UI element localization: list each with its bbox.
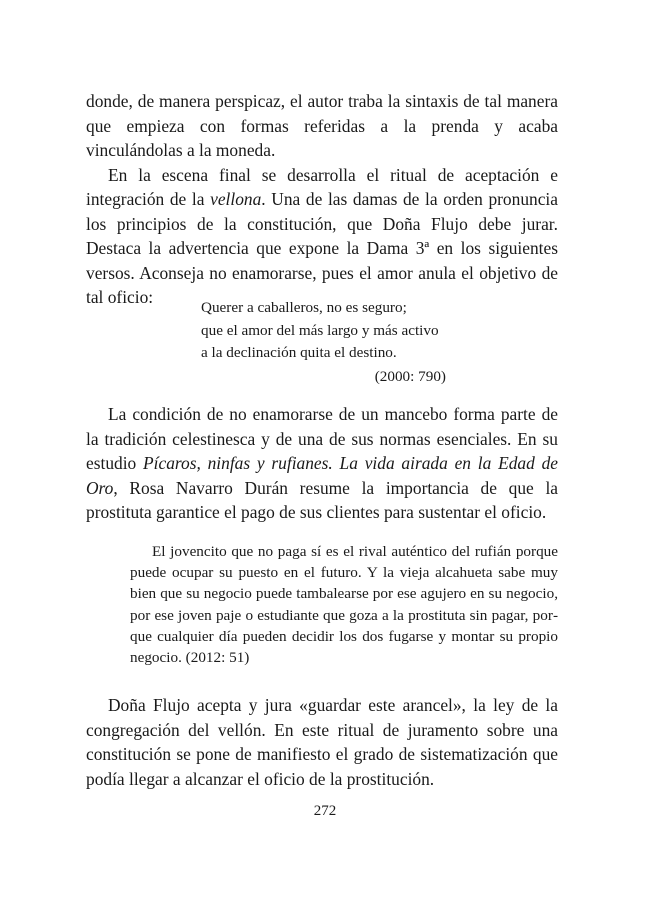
paragraph-oath: Doña Flujo acepta y jura «guardar este arancel», la ley de la congregación del vellón. En este ritual de juramento sobre una constitución se pone de manifiesto el grado de sistematización que podía llegar a alcanzar el oficio de la prostitución. [86, 695, 558, 789]
paragraph-tradition [86, 402, 558, 525]
main-text-top [86, 89, 558, 310]
verse-line: a la declinación quita el destino. [201, 344, 397, 361]
paragraph-ritual [86, 163, 558, 310]
verse-line: que el amor del más largo y más activo [201, 321, 439, 339]
page-number: 272 [313, 803, 337, 819]
main-text-bottom [86, 693, 558, 791]
paragraph-3-italic-title: Pícaros, ninfas y rufianes. La vida airada en la Edad de Oro [86, 453, 558, 498]
paragraph-1-text: donde, de manera perspicaz, el autor traba la sintaxis de tal manera que empieza con formas referidas a la prenda y acaba vinculándolas a la moneda. [86, 91, 558, 160]
paragraph-continuation [86, 89, 558, 163]
verse-line: Querer a caballeros, no es seguro; [201, 299, 407, 316]
paragraph-2-text-b: . Una de las damas de la orden pronuncia los principios de la constitución, que Doña Flujo debe jurar. Destaca la advertencia que expone la Dama 3ª en los siguientes versos. Aconseja no enamorarse, pues el amor anula el objetivo de tal oficio: [86, 189, 558, 307]
paragraph-2-italic: vellona [210, 189, 262, 209]
verse-citation: (2000: 790) [374, 367, 446, 385]
main-text-middle [86, 402, 558, 525]
paragraph-3-text-a: La condición de no enamorarse de un mancebo forma parte de la tradición celestinesca y de una de sus normas esenciales. En su estudio [86, 404, 558, 473]
paragraph-2-text-a: En la escena final se desarrolla el ritual de aceptación e integración de la [86, 164, 558, 209]
paragraph-3-text-b: , Rosa Navarro Durán resume la importancia de que la prostituta garantice el pago de sus clientes para sustentar el oficio. [86, 477, 558, 522]
block-quote-text: El jovencito que no paga sí es el rival auténtico del rufián porque puede ocupar su puesto en el futuro. Y la vieja alcahueta sabe muy bien que su negocio puede tambalearse por ese agujero en su negocio, por ese joven paje o estudiante que goza a la prostituta sin pagar, porque cualquier día pueden decidir los dos fugarse y montar su propio negocio. (2012: 51) [130, 543, 558, 667]
verse-quotation [201, 297, 446, 388]
block-quotation [130, 541, 558, 668]
